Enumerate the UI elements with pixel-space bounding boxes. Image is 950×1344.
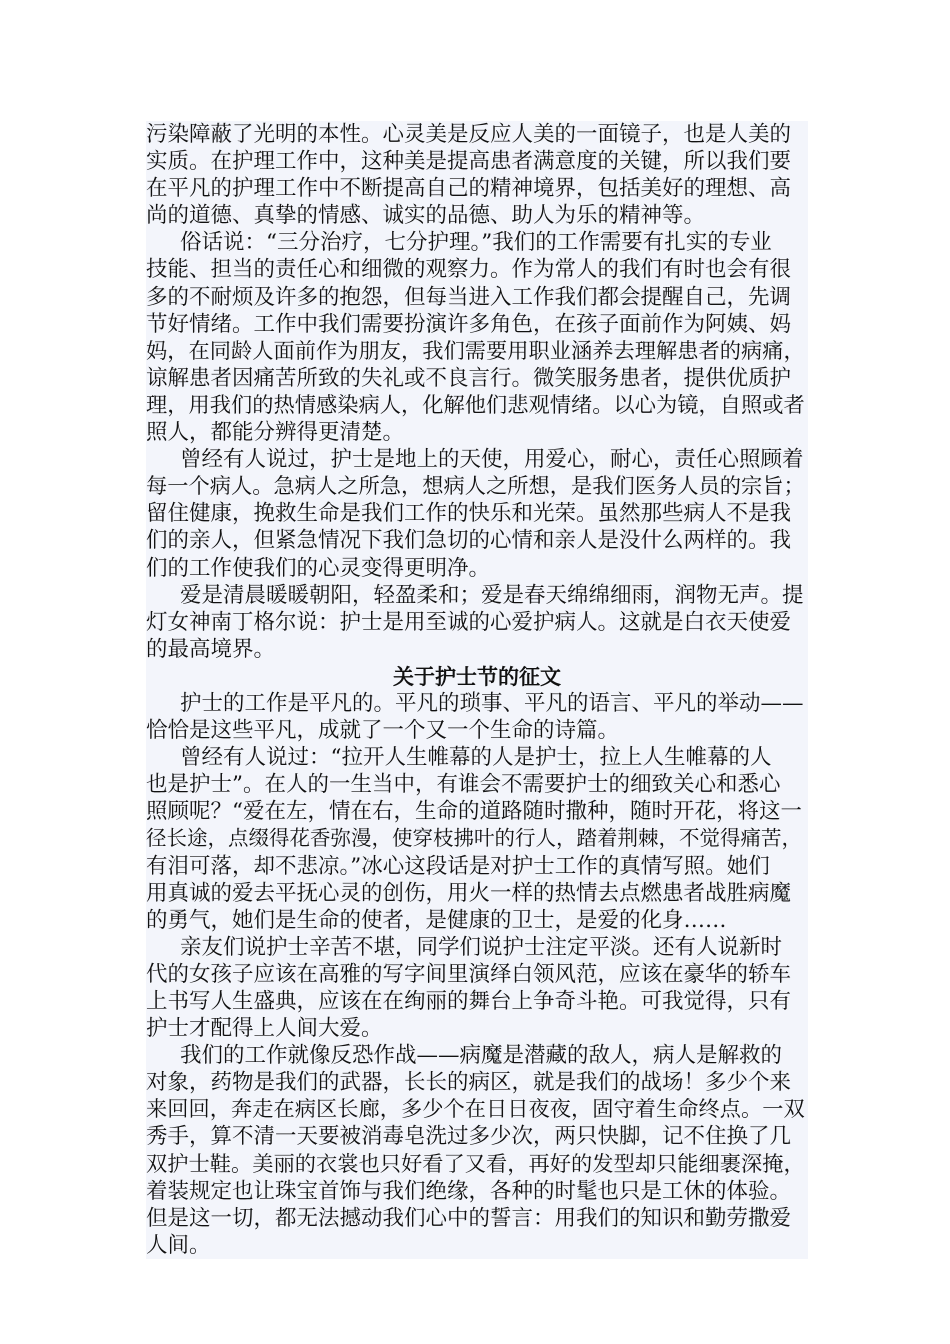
text-line: 爱是清晨暖暖朝阳，轻盈柔和；爱是春天绵绵细雨，润物无声。提 xyxy=(180,582,804,608)
text-line: 多的不耐烦及许多的抱怨，但每当进入工作我们都会提醒自己，先调 xyxy=(146,284,792,310)
text-line: 妈，在同龄人面前作为朋友，我们需要用职业涵养去理解患者的病痛， xyxy=(146,338,805,364)
section-heading: 关于护士节的征文 xyxy=(393,663,561,689)
text-line: 留住健康，挽救生命是我们工作的快乐和光荣。虽然那些病人不是我 xyxy=(146,501,792,527)
text-line: 护士才配得上人间大爱。 xyxy=(146,1016,383,1042)
text-line: 用真诚的爱去平抚心灵的创伤，用火一样的热情去点燃患者战胜病魔 xyxy=(146,880,792,906)
text-line: 秀手，算不清一天要被消毒皂洗过多少次，两只快脚，记不住换了几 xyxy=(146,1124,792,1150)
text-line: 照人，都能分辨得更清楚。 xyxy=(146,420,405,446)
text-line: 节好情绪。工作中我们需要扮演许多角色，在孩子面前作为阿姨、妈 xyxy=(146,311,792,337)
text-line: 护士的工作是平凡的。平凡的琐事、平凡的语言、平凡的举动—— xyxy=(180,690,804,716)
text-line: 也是护士”。在人的一生当中，有谁会不需要护士的细致关心和悉心 xyxy=(146,772,781,798)
text-line: 每一个病人。急病人之所急，想病人之所想，是我们医务人员的宗旨； xyxy=(146,474,805,500)
text-line: 在平凡的护理工作中不断提高自己的精神境界，包括美好的理想、高 xyxy=(146,176,792,202)
text-line: 污染障蔽了光明的本性。心灵美是反应人美的一面镜子，也是人美的 xyxy=(146,122,792,147)
text-line: 对象，药物是我们的武器，长长的病区，就是我们的战场！多少个来 xyxy=(146,1070,792,1096)
text-line: 们的工作使我们的心灵变得更明净。 xyxy=(146,555,491,581)
text-line: 亲友们说护士辛苦不堪，同学们说护士注定平淡。还有人说新时 xyxy=(180,934,783,960)
text-line: 灯女神南丁格尔说：护士是用至诚的心爱护病人。这就是白衣天使爱 xyxy=(146,609,792,635)
text-line: 技能、担当的责任心和细微的观察力。作为常人的我们有时也会有很 xyxy=(146,257,792,283)
paragraphs-before-heading xyxy=(146,121,808,663)
text-line: 照顾呢？“爱在左，情在右，生命的道路随时撒种，随时开花，将这一 xyxy=(146,799,802,825)
text-line: 实质。在护理工作中，这种美是提高患者满意度的关键，所以我们要 xyxy=(146,149,792,175)
text-line: 上书写人生盛典，应该在在绚丽的舞台上争奇斗艳。可我觉得，只有 xyxy=(146,989,792,1014)
text-line: 我们的工作就像反恐作战——病魔是潜藏的敌人，病人是解救的 xyxy=(180,1043,783,1069)
text-line: 俗话说：“三分治疗，七分护理。”我们的工作需要有扎实的专业 xyxy=(180,230,772,256)
text-line: 但是这一切，都无法撼动我们心中的誓言：用我们的知识和勤劳撒爱 xyxy=(146,1205,792,1231)
text-line: 曾经有人说过：“拉开人生帷幕的人是护士，拉上人生帷幕的人 xyxy=(180,745,772,771)
text-line: 的勇气，她们是生命的使者，是健康的卫士，是爱的化身…… xyxy=(146,907,727,933)
text-line: 代的女孩子应该在高雅的写字间里演绎白领风范，应该在豪华的轿车 xyxy=(146,961,792,987)
text-line: 双护士鞋。美丽的衣裳也只好看了又看，再好的发型却只能细裹深掩， xyxy=(146,1151,805,1177)
text-line: 着装规定也让珠宝首饰与我们绝缘，各种的时髦也只是工休的体验。 xyxy=(146,1178,792,1204)
text-line: 们的亲人，但紧急情况下我们急切的心情和亲人是没什么两样的。我 xyxy=(146,528,792,554)
text-line: 径长途，点缀得花香弥漫，使穿枝拂叶的行人，踏着荆棘，不觉得痛苦， xyxy=(146,826,802,851)
text-line: 有泪可落，却不悲凉。”冰心这段话是对护士工作的真情写照。她们 xyxy=(146,853,770,879)
text-line: 曾经有人说过，护士是地上的天使，用爱心，耐心，责任心照顾着 xyxy=(180,447,804,473)
text-line: 理，用我们的热情感染病人，化解他们悲观情绪。以心为镜，自照或者 xyxy=(146,392,805,418)
text-line: 人间。 xyxy=(146,1232,211,1258)
text-line: 的最高境界。 xyxy=(146,636,276,662)
text-line: 谅解患者因痛苦所致的失礼或不良言行。微笑服务患者，提供优质护 xyxy=(146,365,792,391)
text-line: 尚的道德、真挚的情感、诚实的品德、助人为乐的精神等。 xyxy=(146,203,706,229)
text-line: 恰恰是这些平凡，成就了一个又一个生命的诗篇。 xyxy=(146,718,620,744)
paragraphs-after-heading xyxy=(146,690,808,1259)
document-body xyxy=(146,121,808,1259)
text-line: 来回回，奔走在病区长廊，多少个在日日夜夜，固守着生命终点。一双 xyxy=(146,1097,805,1123)
